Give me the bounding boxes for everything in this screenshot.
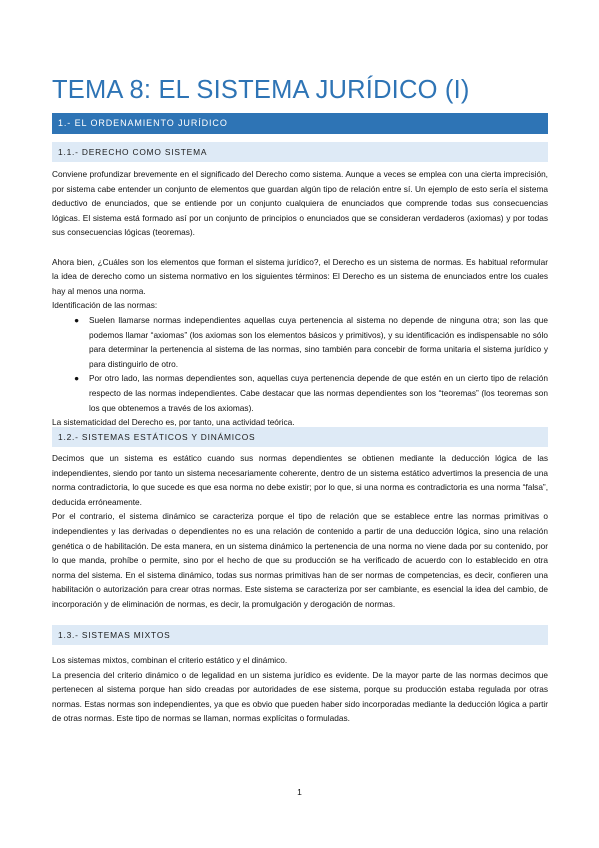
list-item-text: Por otro lado, las normas dependientes son, aquellas cuya pertenencia depende de que estén en un cierto tipo de relación respecto de las normas independientes. Cabe destacar que las normas dependientes son los “teoremas” (los teoremas son los que obtenemos a través de los axiomas). — [89, 373, 548, 413]
paragraph: Ahora bien, ¿Cuáles son los elementos que forman el sistema jurídico?, el Derecho es un sistema de normas. Es habitual reformular la idea de derecho como un sistema normativo en los siguientes términos: El Derecho es un sistema de enunciados entre los cuales hay al menos una norma. — [52, 256, 548, 296]
subsection-body-derecho-sistema — [52, 167, 548, 430]
paragraph: Identificación de las normas: — [52, 300, 158, 311]
list-item-text: Suelen llamarse normas independientes aquellas cuya pertenencia al sistema no depende de ninguna otra; son las que podemos llamar “axiomas” (los axiomas son los elementos básicos y primitivos), y su identificación es indispensable no sólo para determinar la pertenencia al sistema de las normas, sino también para concebir de forma unitaria el sistema jurídico y para distinguirlo de otro. — [89, 314, 548, 369]
subsection-heading-estaticos-dinamicos: 1.2.- SISTEMAS ESTÁTICOS Y DINÁMICOS — [52, 427, 548, 447]
subsection-heading-derecho-sistema: 1.1.- DERECHO COMO SISTEMA — [52, 142, 548, 162]
paragraph: Decimos que un sistema es estático cuando sus normas dependientes se obtienen mediante la deducción lógica de las independientes, siendo por tanto un sistema necesariamente coherente, dentro de un sistema estático advertimos la presencia de una norma contradictoria, lo que sucede es que esa norma no debe existir; por lo que, si una norma es contradictoria es una norma “falsa”, deducida erróneamente. — [52, 453, 548, 507]
subsection-body-sistemas-mixtos — [52, 653, 548, 726]
paragraph: Conviene profundizar brevemente en el significado del Derecho como sistema. Aunque a veces se emplea con una cierta imprecisión, por sistema cabe entender un conjunto de elementos que guardan algún tipo de relación entre sí. Un ejemplo de esto sería el sistema deductivo de enunciados, que se entiende por un conjunto cualquiera de enunciados que comprende todas sus consecuencias lógicas. El sistema está formado así por un conjunto de principios o enunciados que se consideran verdaderos (axiomas) y por todas sus consecuencias lógicas (teoremas). — [52, 169, 548, 238]
section-heading-ordenamiento: 1.- EL ORDENAMIENTO JURÍDICO — [52, 113, 548, 134]
paragraph: Los sistemas mixtos, combinan el criterio estático y el dinámico. — [52, 655, 288, 665]
bullet-icon: ● — [74, 314, 80, 325]
subsection-body-estaticos-dinamicos — [52, 451, 548, 612]
page-number: 1 — [297, 787, 302, 797]
list-item — [52, 313, 548, 371]
paragraph: La sistematicidad del Derecho es, por tanto, una actividad teórica. — [52, 417, 295, 428]
page-title: TEMA 8: EL SISTEMA JURÍDICO (I) — [52, 76, 470, 104]
subsection-heading-sistemas-mixtos: 1.3.- SISTEMAS MIXTOS — [52, 625, 548, 645]
bullet-icon: ● — [74, 373, 80, 384]
bullet-list — [52, 313, 548, 415]
list-item — [52, 371, 548, 415]
paragraph: Por el contrario, el sistema dinámico se caracteriza porque el tipo de relación que se establece entre las normas primitivas o independientes y las derivadas o dependientes no es una relación de contenido a partir de una deducción lógica, sino una relación genética o de habilitación. De esta manera, en un sistema dinámico la pertenencia de una norma no viene dada por su contenido, por lo que manda, prohíbe o permite, sino por el hecho de que su producción se ha verificado de acuerdo con lo establecido en otra norma del sistema. En el sistema dinámico, todas sus normas primitivas han de ser normas de competencias, es decir, confieren una habilitación o autorización para crear otras normas. Este sistema se caracteriza por ser cambiante, es esencial la idea del cambio, de incorporación y de eliminación de normas, es decir, la promulgación y derogación de normas. — [52, 511, 548, 609]
paragraph: La presencia del criterio dinámico o de legalidad en un sistema jurídico es evidente. De la mayor parte de las normas decimos que pertenecen al sistema porque han sido creadas por autoridades de ese sistema, porque su producción estaba regulada por otras normas. Estas normas son independientes, ya que es obvio que pueden haber sido incorporadas mediante la deducción lógica a partir de otras normas. Este tipo de normas se llaman, normas explícitas o formuladas. — [52, 669, 548, 724]
